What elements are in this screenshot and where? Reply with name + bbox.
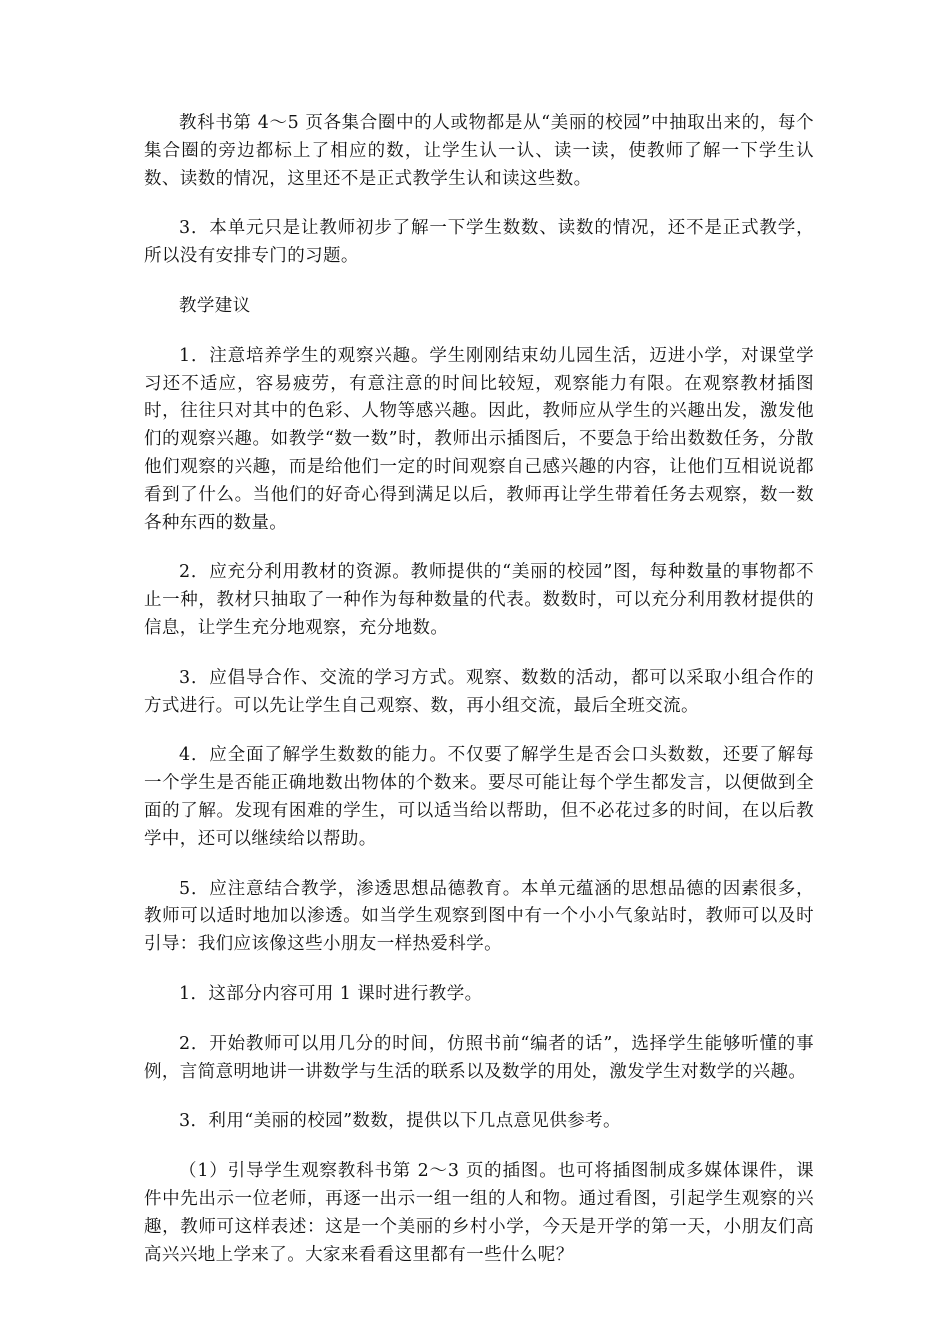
paragraph-lesson-time: 1．这部分内容可用 1 课时进行教学。: [179, 983, 483, 1004]
paragraph-suggestion-3: 3．应倡导合作、交流的学习方式。观察、数数的活动，都可以采取小组合作的方式进行。可以先让学生自己观察、数，再小组交流，最后全班交流。: [144, 667, 814, 716]
paragraph-suggestion-1: 1．注意培养学生的观察兴趣。学生刚刚结束幼儿园生活，迈进小学，对课堂学习还不适应，容易疲劳，有意注意的时间比较短，观察能力有限。在观察教材插图时，往往只对其中的色彩、人物等感兴趣。因此，教师应从学生的兴趣出发，激发他们的观察兴趣。如教学“数一数”时，教师出示插图后，不要急于给出数数任务，分散他们观察的兴趣，而是给他们一定的时间观察自己感兴趣的内容，让他们互相说说都看到了什么。当他们的好奇心得到满足以后，教师再让学生带着任务去观察，数一数各种东西的数量。: [144, 345, 814, 533]
paragraph-unit-note: 3．本单元只是让教师初步了解一下学生数数、读数的情况，还不是正式教学，所以没有安排专门的习题。: [144, 218, 814, 267]
paragraph-suggestion-5: 5．应注意结合教学，渗透思想品德教育。本单元蕴涵的思想品德的因素很多，教师可以适时地加以渗透。如当学生观察到图中有一个小小气象站时，教师可以及时引导：我们应该像这些小朋友一样热爱科学。: [144, 878, 814, 955]
paragraph-observe-illustration: （1）引导学生观察教科书第 2～3 页的插图。也可将插图制成多媒体课件，课件中先出示一位老师，再逐一出示一组一组的人和物。通过看图，引起学生观察的兴趣，教师可这样表述：这是一个美丽的乡村小学，今天是开学的第一天，小朋友们高高兴兴地上学来了。大家来看看这里都有一些什么呢？: [144, 1161, 814, 1265]
paragraph-suggestion-4: 4．应全面了解学生数数的能力。不仅要了解学生是否会口头数数，还要了解每一个学生是否能正确地数出物体的个数来。要尽可能让每个学生都发言，以便做到全面的了解。发现有困难的学生，可以适当给以帮助，但不必花过多的时间，在以后教学中，还可以继续给以帮助。: [144, 745, 814, 849]
paragraph-campus-counting: 3．利用“美丽的校园”数数，提供以下几点意见供参考。: [179, 1111, 621, 1132]
document-body: [144, 110, 814, 1291]
section-heading-teaching-suggestions: 教学建议: [179, 295, 251, 316]
paragraph-lesson-intro: 2．开始教师可以用几分的时间，仿照书前“编者的话”，选择学生能够听懂的事例，言简意明地讲一讲数学与生活的联系以及数学的用处，激发学生对数学的兴趣。: [144, 1033, 814, 1082]
paragraph-textbook-pages: 教科书第 4～5 页各集合圈中的人或物都是从“美丽的校园”中抽取出来的，每个集合圈的旁边都标上了相应的数，让学生认一认、读一读，使教师了解一下学生认数、读数的情况，这里还不是正式教学生认和读这些数。: [144, 113, 814, 189]
paragraph-suggestion-2: 2．应充分利用教材的资源。教师提供的“美丽的校园”图，每种数量的事物都不止一种，教材只抽取了一种作为每种数量的代表。数数时，可以充分利用教材提供的信息，让学生充分地观察，充分地数。: [144, 562, 814, 638]
